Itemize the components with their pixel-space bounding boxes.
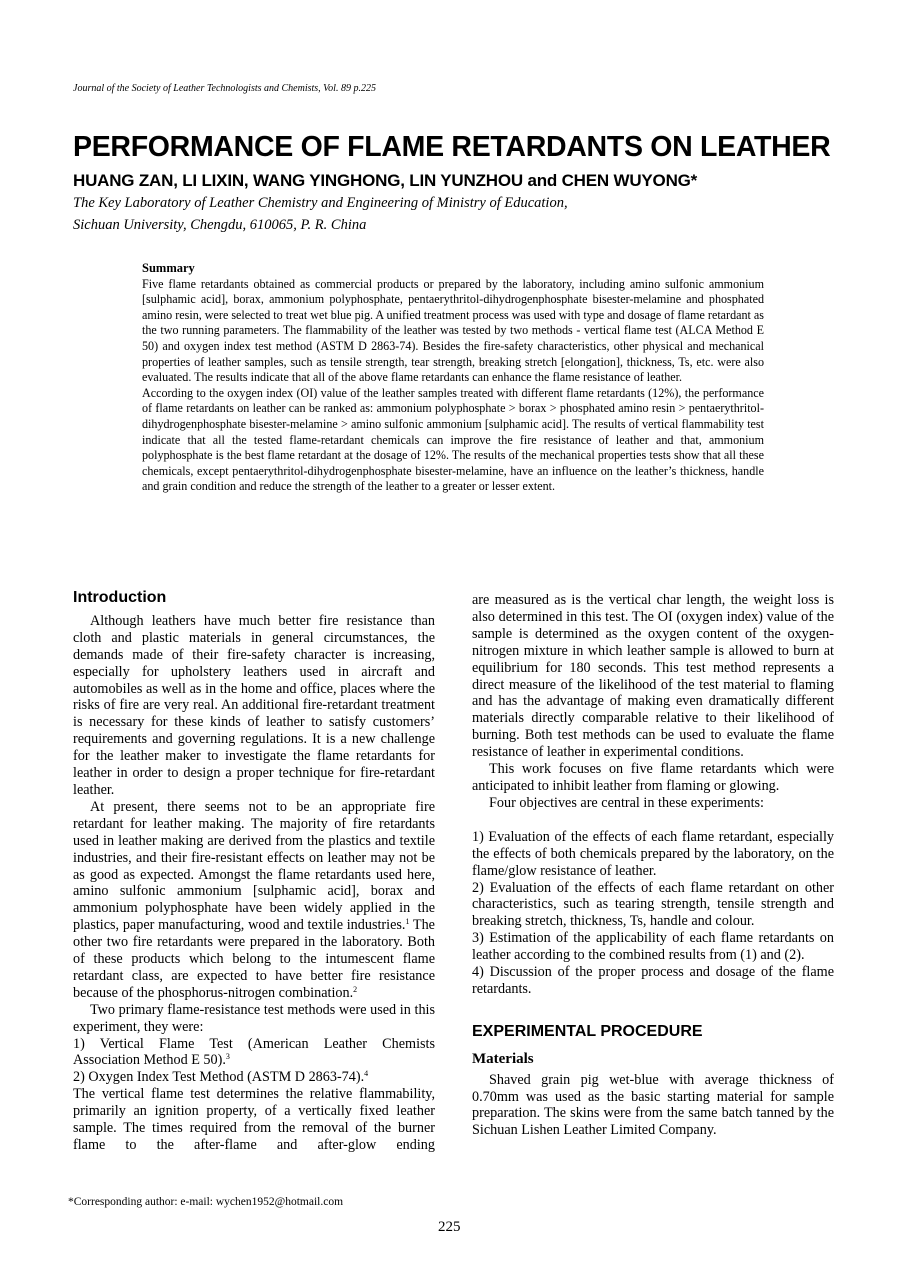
test-method-2: 2) Oxygen Index Test Method (ASTM D 2863-74).$^4$	[73, 1069, 369, 1086]
journal-citation: Journal of the Society of Leather Technologists and Chemists, Vol. 89 p.225	[73, 83, 376, 94]
intro-paragraph-2: At present, there seems not to be an appropriate fire retardant for leather making. The majority of fire retardants used in leather making are derived from the plastics and textile industries, and their fire-resistant effects on leather may not be as good as expected. Amongst the flame retardants used here, amino sulfonic ammonium [sulphamic acid], borax and ammonium polyphosphate have been widely applied in the plastics, paper manufacturing, wood and textile industries.$^1$ The other two fire retardants were prepared in the laboratory. Both of these products which belong to the intumescent flame retardant class, are expected to have better fire resistance because of the phosphorus-nitrogen combination.$^2$	[73, 798, 435, 1001]
summary-paragraph-2: According to the oxygen index (OI) value of the leather samples treated with different flame retardants (12%), the performance of flame retardants on leather can be ranked as: ammonium polyphosphate > borax > phosphated amino resin > pentaerythritol-dihydrogenphosphate bisester-melamine > amino sulfonic ammonium [sulphamic acid]. The results of vertical flammability test indicate that all the tested flame-retardant chemicals can improve the fire resistance of leather and that, ammonium polyphosphate is the best flame retardant at the dosage of 12%. The results of the mechanical properties tests show that all these chemicals, except pentaerythritol-dihydrogenphosphate bisester-melamine, have an influence on the leather’s thickness, handle and grain condition and reduce the strength of the leather to a greater or lesser extent.	[142, 385, 764, 494]
experimental-heading: EXPERIMENTAL PROCEDURE	[472, 1022, 703, 1040]
summary-paragraph-1: Five flame retardants obtained as commercial products or prepared by the laboratory, including amino sulfonic ammonium [sulphamic acid], borax, ammonium polyphosphate, pentaerythritol-dihydrogenphosphate bisester-melamine and phosphated amino resin, were selected to treat wet blue pig. A unified treatment process was used with type and dosage of flame retardant as the two running parameters. The flammability of the leather was tested by two methods - vertical flame test (ALCA Method E 50) and oxygen index test method (ASTM D 2863-74). Besides the fire-safety characteristics, other physical and mechanical properties of leather samples, such as tensile strength, tear strength, breaking stretch [elongation], thickness, Ts, etc. were also evaluated. The results indicate that all of the above flame retardants can enhance the flame resistance of leather.	[142, 276, 764, 385]
summary-block	[142, 261, 764, 495]
affiliation-line-2: Sichuan University, Chengdu, 610065, P. R. China	[73, 217, 367, 233]
intro-paragraph-5: This work focuses on five flame retardants which were anticipated to inhibit leather from flaming or glowing.	[472, 761, 834, 794]
test-method-1: 1) Vertical Flame Test (American Leather Chemists Association Method E 50).$^3$	[73, 1035, 435, 1069]
author-list: HUANG ZAN, LI LIXIN, WANG YINGHONG, LIN YUNZHOU and CHEN WUYONG*	[73, 171, 698, 190]
summary-heading: Summary	[142, 261, 195, 275]
left-column	[73, 590, 435, 1154]
objective-4: 4) Discussion of the proper process and dosage of the flame retardants.	[472, 964, 834, 997]
objective-3: 3) Estimation of the applicability of each flame retardants on leather according to the combined results from (1) and (2).	[472, 930, 834, 964]
citation-ref-1: 1	[405, 917, 410, 927]
introduction-heading: Introduction	[73, 589, 167, 606]
intro-paragraph-4: The vertical flame test determines the relative flammability, primarily an ignition property, of a vertically fixed leather sample. The times required from the removal of the burner flame to the after-flame and after-glow ending	[73, 1086, 435, 1153]
affiliation-line-1: The Key Laboratory of Leather Chemistry and Engineering of Ministry of Education,	[73, 195, 568, 211]
objective-2: 2) Evaluation of the effects of each flame retardant on other characteristics, such as tearing strength, tensile strength and breaking stretch, thickness, Ts, handle and colour.	[472, 879, 834, 930]
materials-heading: Materials	[472, 1050, 534, 1067]
article-title: PERFORMANCE OF FLAME RETARDANTS ON LEATHER	[73, 131, 831, 163]
intro-paragraph-3: Two primary flame-resistance test methods were used in this experiment, they were:	[73, 1001, 435, 1035]
intro-paragraph-4-continued: are measured as is the vertical char length, the weight loss is also determined in this test. The OI (oxygen index) value of the sample is determined as the oxygen content of the oxygen-nitrogen mixture in which leather sample is allowed to burn at equilibrium for 180 seconds. This test method represents a direct measure of the likelihood of the test material to flaming and has the advantage of making even dramatically different materials directly comparable relative to their likelihood of burning. Both test methods can be used to evaluate the flame resistance of leather in experimental conditions.	[472, 592, 834, 761]
page-number: 225	[438, 1219, 461, 1235]
intro-paragraph-1: Although leathers have much better fire resistance than cloth and plastic materials in general circumstances, the demands made of their fire-safety character is increasing, especially for upholstery leathers used in aircraft and automobiles as well as in the home and office, places where the risks of fire are very real. An additional fire-retardant treatment is necessary for these kinds of leather to satisfy customers’ requirements and governing regulations. It is a new challenge for the leather maker to investigate the flame retardants for leather in order to design a proper technique for fire-retardant leather.	[73, 612, 435, 798]
citation-ref-4: 4	[364, 1069, 369, 1079]
right-column	[472, 592, 834, 1139]
objective-1: 1) Evaluation of the effects of each flame retardant, especially the effects of both chemicals prepared by the laboratory, on the flame/glow resistance of leather.	[472, 828, 834, 879]
citation-ref-3: 3	[225, 1052, 230, 1062]
materials-paragraph: Shaved grain pig wet-blue with average thickness of 0.70mm was used as the basic starting material for sample preparation. The skins were from the same batch tanned by the Sichuan Lishen Leather Limited Company.	[472, 1071, 834, 1139]
intro-paragraph-6: Four objectives are central in these experiments:	[489, 794, 764, 811]
corresponding-author-footnote: *Corresponding author: e-mail: wychen1952@hotmail.com	[68, 1196, 344, 1208]
citation-ref-2: 2	[353, 984, 358, 994]
